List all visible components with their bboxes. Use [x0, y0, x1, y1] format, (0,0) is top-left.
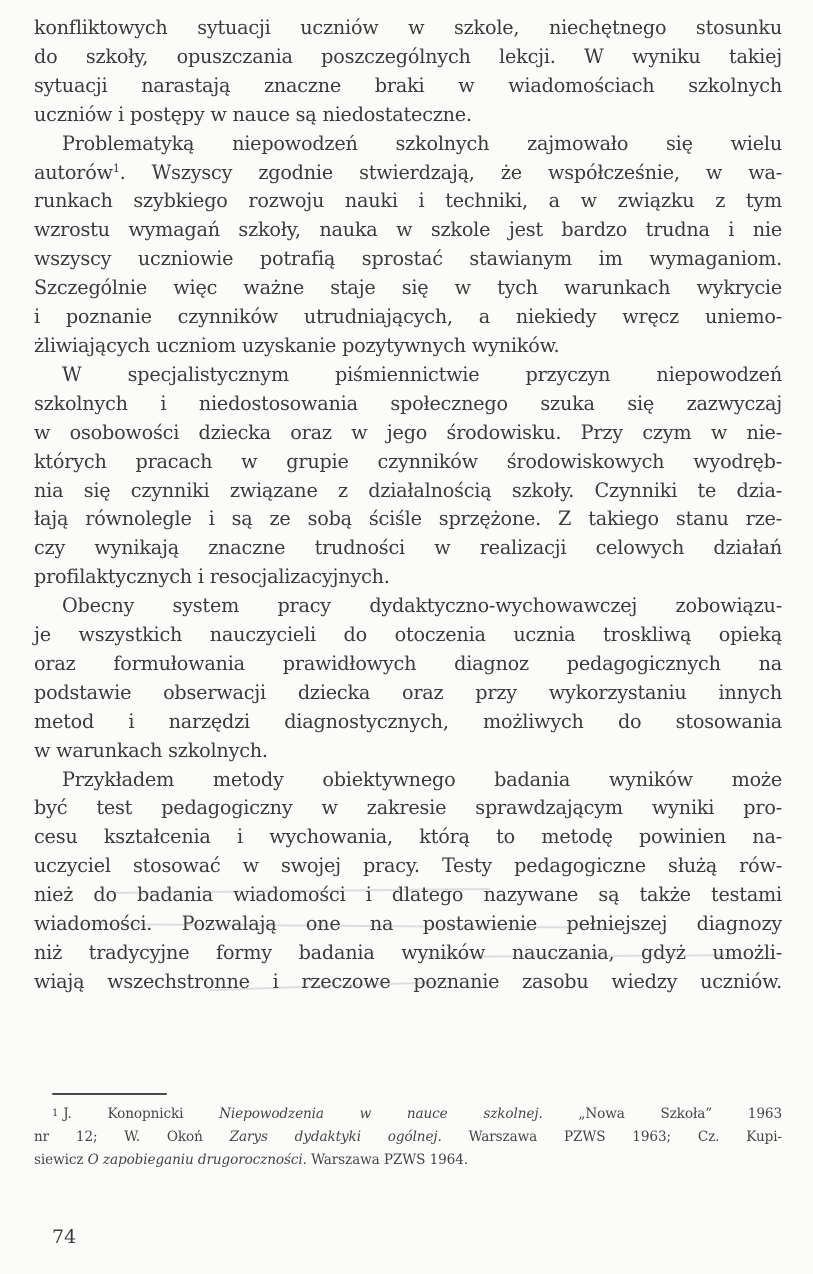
text-line: w osobowości dziecka oraz w jego środowisku. Przy czym w nie-	[34, 420, 782, 444]
paragraph-1	[34, 14, 782, 130]
text-line	[34, 159, 782, 188]
text-line: wiadomości. Pozwalają one na postawienie pełniejszej diagnozy	[34, 912, 782, 936]
text-line: uczniów i postępy w nauce są niedostateczne.	[34, 102, 472, 126]
text-line: runkach szybkiego rozwoju nauki i techniki, a w związku z tym	[34, 189, 782, 213]
text-line: cesu kształcenia i wychowania, którą to metodę powinien na-	[34, 825, 782, 849]
footnote-title: Niepowodzenia w nauce szkolnej.	[219, 1106, 543, 1122]
text-line: szkolnych i niedostosowania społecznego szuka się zazwyczaj	[34, 391, 782, 415]
text-line: nia się czynniki związane z działalnością szkoły. Czynniki te dzia-	[34, 478, 782, 502]
text-line: do szkoły, opuszczania poszczególnych lekcji. W wyniku takiej	[34, 44, 782, 68]
text-line: których pracach w grupie czynników środowiskowych wyodręb-	[34, 449, 782, 473]
text-line: Szczególnie więc ważne staje się w tych warunkach wykrycie	[34, 276, 782, 300]
footnote-text: siewicz	[34, 1152, 88, 1168]
footnote-line	[34, 1102, 782, 1126]
footnote-reference[interactable]: 1	[112, 161, 120, 175]
text-line: łają równolegle i są ze sobą ściśle sprzężone. Z takiego stanu rze-	[34, 507, 782, 531]
text-fragment: autorów	[34, 160, 113, 184]
footnote-text: J. Konopnicki	[63, 1106, 220, 1122]
text-line: w warunkach szkolnych.	[34, 738, 268, 762]
text-line: i poznanie czynników utrudniających, a niekiedy wręcz uniemo-	[34, 305, 782, 329]
footnotes	[34, 1102, 782, 1172]
footnote-marker: 1	[52, 1108, 59, 1119]
text-line: wszyscy uczniowie potrafią sprostać stawianym im wymaganiom.	[34, 247, 782, 271]
footnote-text: Warszawa PZWS 1964.	[306, 1152, 468, 1168]
text-line: nież do badania wiadomości i dlatego nazywane są także testami	[34, 883, 782, 907]
text-line: Obecny system pracy dydaktyczno-wychowawczej zobowiązu-	[62, 594, 782, 618]
text-line: sytuacji narastają znaczne braki w wiadomościach szkolnych	[34, 73, 782, 97]
text-line: być test pedagogiczny w zakresie sprawdzającym wyniki pro-	[34, 796, 782, 820]
footnote-text: „Nowa Szkoła” 1963	[542, 1106, 783, 1122]
text-line: metod i narzędzi diagnostycznych, możliwych do stosowania	[34, 709, 782, 733]
page-body	[34, 14, 782, 997]
text-line: wzrostu wymagań szkoły, nauka w szkole jest bardzo trudna i nie	[34, 218, 782, 242]
footnote-title: Zarys dydaktyki ogólnej.	[229, 1129, 442, 1145]
paragraph-2	[34, 130, 782, 361]
footnote-text: Warszawa PZWS 1963; Cz. Kupi-	[441, 1129, 783, 1145]
text-line: podstawie obserwacji dziecka oraz przy wykorzystaniu innych	[34, 680, 782, 704]
paragraph-3	[34, 361, 782, 592]
text-line: niż tradycyjne formy badania wyników nauczania, gdyż umożli-	[34, 941, 782, 964]
text-line: konfliktowych sytuacji uczniów w szkole, niechętnego stosunku	[34, 16, 782, 39]
text-line: profilaktycznych i resocjalizacyjnych.	[34, 565, 390, 589]
paragraph-5	[34, 766, 782, 997]
footnote-text: nr 12; W. Okoń	[34, 1129, 230, 1145]
text-line: wiają wszechstronne i rzeczowe poznanie zasobu wiedzy uczniów.	[34, 969, 782, 993]
paragraph-4	[34, 592, 782, 765]
text-line: je wszystkich nauczycieli do otoczenia ucznia troskliwą opieką	[34, 623, 782, 647]
text-line: czy wynikają znaczne trudności w realizacji celowych działań	[34, 536, 782, 560]
text-fragment: . Wszyscy zgodnie stwierdzają, że współcześnie, w wa-	[119, 160, 782, 184]
text-line: oraz formułowania prawidłowych diagnoz pedagogicznych na	[34, 651, 782, 675]
footnote-line	[34, 1126, 782, 1149]
text-line: Problematyką niepowodzeń szkolnych zajmowało się wielu	[62, 131, 782, 155]
text-line: uczyciel stosować w swojej pracy. Testy pedagogiczne służą rów-	[34, 854, 782, 878]
footnote-separator	[52, 1093, 167, 1095]
footnote-title: O zapobieganiu drugoroczności.	[87, 1152, 307, 1168]
text-line: Przykładem metody obiektywnego badania wyników może	[62, 767, 782, 791]
footnote-line	[34, 1149, 782, 1172]
page-number: 74	[52, 1226, 77, 1248]
text-line: żliwiających uczniom uzyskanie pozytywnych wyników.	[34, 333, 560, 357]
text-line: W specjalistycznym piśmiennictwie przyczyn niepowodzeń	[62, 362, 782, 386]
